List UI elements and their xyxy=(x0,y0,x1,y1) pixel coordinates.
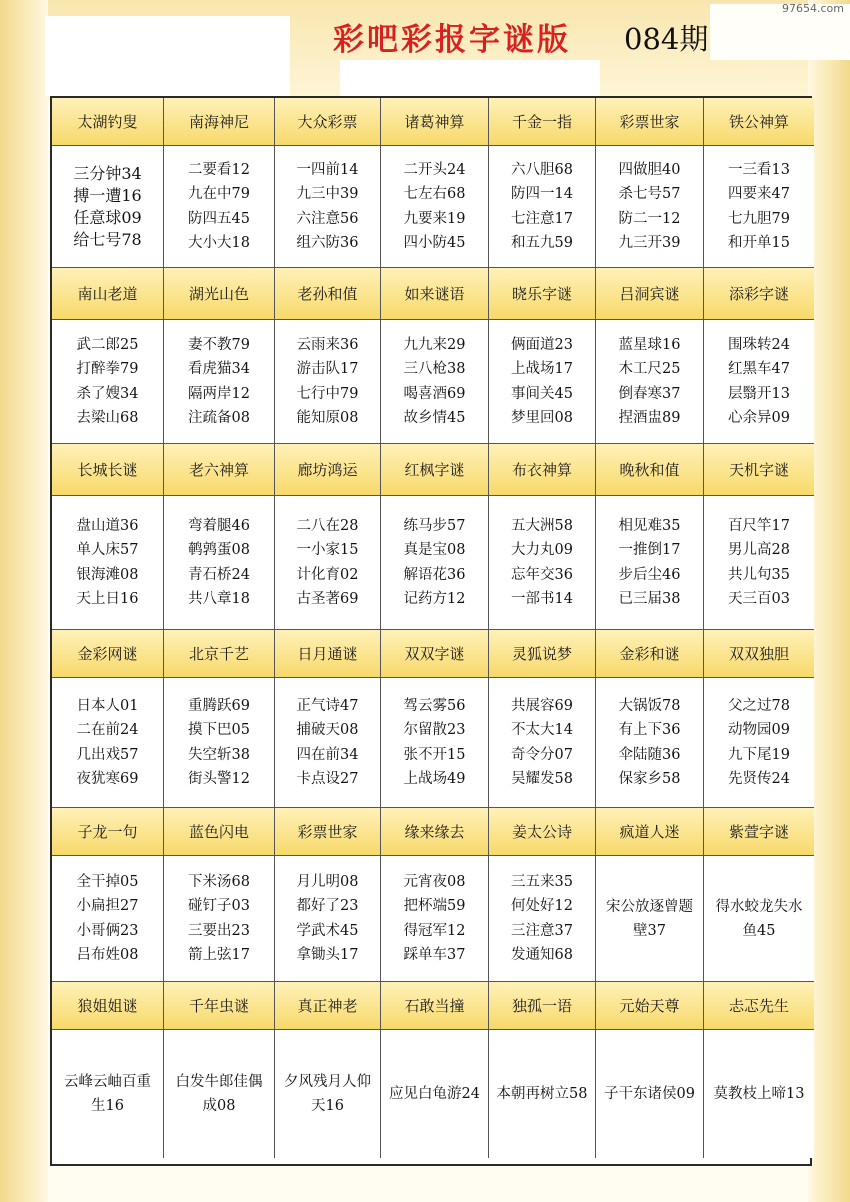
riddle-cell xyxy=(381,856,489,982)
riddle-lines xyxy=(511,333,573,431)
column-header: 彩票世家 xyxy=(596,98,704,146)
riddle-line: 奇令分07 xyxy=(511,746,573,763)
riddle-lines xyxy=(728,514,790,612)
riddle-lines xyxy=(619,158,681,256)
riddle-line: 驾云雾56 xyxy=(403,697,466,714)
riddle-cell xyxy=(275,320,381,444)
riddle-line: 弯着腿46 xyxy=(188,517,250,534)
riddle-cell xyxy=(596,678,704,808)
riddle-lines xyxy=(188,514,250,612)
column-header: 独孤一语 xyxy=(489,982,596,1030)
riddle-line: 九下尾19 xyxy=(728,746,790,763)
column-header: 双双字谜 xyxy=(381,630,489,678)
riddle-line: 步后尘46 xyxy=(618,566,681,583)
column-header: 元始天尊 xyxy=(596,982,704,1030)
riddle-line: 二要看12 xyxy=(188,161,250,178)
riddle-line: 天三百03 xyxy=(728,591,790,607)
riddle-lines xyxy=(77,333,139,431)
riddle-line: 注疏备08 xyxy=(188,410,250,426)
riddle-lines xyxy=(511,158,573,256)
riddle-cell xyxy=(704,320,814,444)
riddle-verse: 莫教枝上啼13 xyxy=(713,1086,805,1102)
issue-number: 084期 xyxy=(624,22,709,56)
riddle-line: 拿锄头17 xyxy=(296,947,359,963)
riddle-line: 妻不教79 xyxy=(188,336,250,353)
riddle-line: 张不开15 xyxy=(403,746,466,763)
riddle-lines xyxy=(188,870,250,968)
riddle-line: 九九来29 xyxy=(403,336,466,353)
riddle-cell xyxy=(381,146,489,268)
riddle-cell xyxy=(381,320,489,444)
riddle-line: 和五九59 xyxy=(511,235,573,251)
riddle-line: 九三开39 xyxy=(618,235,681,251)
column-header: 忐忑先生 xyxy=(704,982,814,1030)
riddle-lines xyxy=(619,333,681,431)
redaction-box-left xyxy=(45,16,290,96)
riddle-lines xyxy=(404,333,466,431)
riddle-line: 得冠军12 xyxy=(403,922,466,939)
riddle-line: 六注意56 xyxy=(296,210,359,227)
riddle-verse: 子干东诸侯09 xyxy=(604,1086,695,1102)
riddle-line: 父之过78 xyxy=(728,697,790,714)
riddle-lines xyxy=(728,333,790,431)
riddle-line: 事间关45 xyxy=(511,385,573,402)
riddle-line: 摸下巴05 xyxy=(188,722,250,738)
riddle-line: 倒春寒37 xyxy=(618,385,681,402)
riddle-line: 几出戏57 xyxy=(76,746,139,763)
riddle-line: 小扁担27 xyxy=(76,898,139,914)
riddle-cell xyxy=(489,1030,596,1158)
riddle-line: 先贤传24 xyxy=(728,771,790,787)
riddle-line: 俩面道23 xyxy=(511,336,573,353)
riddle-lines xyxy=(73,163,141,251)
riddle-cell xyxy=(381,1030,489,1158)
column-header: 彩票世家 xyxy=(275,808,381,856)
riddle-line: 能知原08 xyxy=(296,410,359,426)
riddle-lines xyxy=(77,514,139,612)
riddle-line: 九三中39 xyxy=(296,186,359,202)
riddle-lines xyxy=(188,694,250,792)
column-header: 老六神算 xyxy=(164,444,275,496)
riddle-line: 大力丸09 xyxy=(511,542,573,558)
riddle-lines xyxy=(297,694,359,792)
riddle-line: 青石桥24 xyxy=(188,566,250,583)
riddle-lines xyxy=(404,158,466,256)
column-header: 姜太公诗 xyxy=(489,808,596,856)
riddle-line: 鹌鹑蛋08 xyxy=(188,542,250,558)
riddle-line: 围珠转24 xyxy=(728,336,790,353)
riddle-line: 有上下36 xyxy=(618,722,681,738)
column-header: 千金一指 xyxy=(489,98,596,146)
page-background-right xyxy=(808,0,850,1202)
riddle-cell xyxy=(164,678,275,808)
riddle-line: 元宵夜08 xyxy=(403,873,466,890)
riddle-lines xyxy=(297,158,359,256)
column-header: 北京千艺 xyxy=(164,630,275,678)
riddle-line: 上战场17 xyxy=(511,361,573,377)
riddle-line: 尔留散23 xyxy=(403,722,466,738)
riddle-line: 七左右68 xyxy=(403,186,466,202)
riddle-cell xyxy=(164,1030,275,1158)
riddle-line: 共八章18 xyxy=(188,591,250,607)
riddle-cell xyxy=(52,678,164,808)
riddle-line: 组六防36 xyxy=(296,235,359,251)
riddle-line: 蓝星球16 xyxy=(618,336,681,353)
riddle-line: 隔两岸12 xyxy=(188,385,250,402)
riddle-line: 解语花36 xyxy=(403,566,466,583)
riddle-cell xyxy=(596,856,704,982)
riddle-line: 吕布姓08 xyxy=(76,947,139,963)
riddle-line: 男儿高28 xyxy=(728,542,790,558)
riddle-line: 上战场49 xyxy=(403,771,466,787)
riddle-line: 伞陆随36 xyxy=(618,746,681,763)
riddle-lines xyxy=(404,514,466,612)
riddle-line: 六八胆68 xyxy=(511,161,573,178)
column-header: 布衣神算 xyxy=(489,444,596,496)
riddle-cell xyxy=(275,856,381,982)
riddle-cell xyxy=(275,146,381,268)
riddle-lines xyxy=(77,870,139,968)
riddle-line: 和开单15 xyxy=(728,235,790,251)
riddle-line: 任意球09 xyxy=(73,207,142,227)
riddle-line: 杀了嫂34 xyxy=(76,385,139,402)
riddle-lines xyxy=(511,870,573,968)
column-header: 蓝色闪电 xyxy=(164,808,275,856)
riddle-cell xyxy=(275,496,381,630)
riddle-line: 捕破天08 xyxy=(296,722,359,738)
riddle-line: 二八在28 xyxy=(296,517,359,534)
riddle-line: 共展容69 xyxy=(511,697,573,714)
column-header: 金彩和谜 xyxy=(596,630,704,678)
riddle-cell xyxy=(52,146,164,268)
riddle-cell xyxy=(489,856,596,982)
column-header: 南山老道 xyxy=(52,268,164,320)
riddle-cell xyxy=(704,146,814,268)
riddle-lines xyxy=(619,514,681,612)
riddle-line: 正气诗47 xyxy=(296,697,359,714)
riddle-line: 古圣著69 xyxy=(296,591,359,607)
column-header: 红枫字谜 xyxy=(381,444,489,496)
riddle-line: 一四前14 xyxy=(296,161,359,178)
riddle-table xyxy=(50,96,812,1166)
riddle-line: 银海滩08 xyxy=(76,566,139,583)
riddle-line: 月儿明08 xyxy=(296,873,359,890)
riddle-line: 四要来47 xyxy=(728,186,790,202)
riddle-cell xyxy=(489,320,596,444)
riddle-line: 武二郎25 xyxy=(76,336,139,353)
riddle-verse: 得水蛟龙失水鱼45 xyxy=(715,898,803,939)
column-header: 石敢当撞 xyxy=(381,982,489,1030)
riddle-line: 防四五45 xyxy=(188,210,250,227)
riddle-line: 碰钉子03 xyxy=(188,898,250,914)
column-header: 疯道人迷 xyxy=(596,808,704,856)
riddle-line: 何处好12 xyxy=(511,898,573,914)
column-header: 千年虫谜 xyxy=(164,982,275,1030)
riddle-line: 打醉拳79 xyxy=(76,361,139,377)
riddle-line: 忘年交36 xyxy=(511,566,573,583)
column-header: 狼姐姐谜 xyxy=(52,982,164,1030)
riddle-cell xyxy=(164,856,275,982)
column-header: 添彩字谜 xyxy=(704,268,814,320)
column-header: 如来谜语 xyxy=(381,268,489,320)
riddle-line: 日本人01 xyxy=(76,697,139,714)
riddle-verse: 夕风残月人仰天16 xyxy=(284,1074,371,1114)
riddle-line: 吴耀发58 xyxy=(511,771,573,787)
riddle-cell xyxy=(164,320,275,444)
riddle-line: 三分钟34 xyxy=(73,163,142,183)
column-header: 灵狐说梦 xyxy=(489,630,596,678)
riddle-line: 都好了23 xyxy=(296,898,359,914)
riddle-line: 去梁山68 xyxy=(76,410,139,426)
riddle-line: 四做胆40 xyxy=(618,161,681,178)
riddle-line: 七注意17 xyxy=(511,210,573,227)
riddle-line: 下米汤68 xyxy=(188,873,250,890)
riddle-line: 七行中79 xyxy=(296,385,359,402)
riddle-cell xyxy=(489,496,596,630)
column-header: 缘来缘去 xyxy=(381,808,489,856)
riddle-cell xyxy=(275,1030,381,1158)
column-header: 诸葛神算 xyxy=(381,98,489,146)
riddle-line: 把杯端59 xyxy=(403,898,466,914)
riddle-verse: 云峰云岫百重生16 xyxy=(64,1074,151,1114)
column-header: 湖光山色 xyxy=(164,268,275,320)
riddle-cell xyxy=(704,856,814,982)
riddle-lines xyxy=(728,158,790,256)
riddle-line: 游击队17 xyxy=(296,361,359,377)
riddle-lines xyxy=(511,694,573,792)
riddle-line: 已三届38 xyxy=(618,591,681,607)
riddle-lines xyxy=(404,694,466,792)
riddle-line: 木工尺25 xyxy=(618,361,681,377)
riddle-line: 杀七号57 xyxy=(618,186,681,202)
riddle-line: 重腾跃69 xyxy=(188,697,250,714)
riddle-cell xyxy=(52,1030,164,1158)
column-header: 双双独胆 xyxy=(704,630,814,678)
riddle-line: 四小防45 xyxy=(403,235,466,251)
riddle-line: 单人床57 xyxy=(76,542,139,558)
riddle-line: 大锅饭78 xyxy=(618,697,681,714)
riddle-line: 记药方12 xyxy=(403,591,466,607)
riddle-line: 故乡情45 xyxy=(403,410,466,426)
riddle-line: 失空斩38 xyxy=(188,746,250,763)
riddle-line: 喝喜酒69 xyxy=(403,385,466,402)
riddle-line: 小哥俩23 xyxy=(76,922,139,939)
riddle-line: 卡点设27 xyxy=(296,771,359,787)
riddle-line: 三要出23 xyxy=(188,922,250,939)
riddle-lines xyxy=(77,694,139,792)
riddle-line: 天上日16 xyxy=(76,591,139,607)
riddle-line: 二开头24 xyxy=(403,161,466,178)
riddle-line: 层翳开13 xyxy=(728,385,790,402)
riddle-verse: 本朝再树立58 xyxy=(496,1086,588,1102)
column-header: 天机字谜 xyxy=(704,444,814,496)
column-header: 金彩网谜 xyxy=(52,630,164,678)
riddle-line: 防二一12 xyxy=(618,210,681,227)
riddle-line: 二在前24 xyxy=(76,722,139,738)
riddle-cell xyxy=(704,496,814,630)
riddle-line: 云雨来36 xyxy=(296,336,359,353)
riddle-line: 练马步57 xyxy=(403,517,466,534)
column-header: 紫萱字谜 xyxy=(704,808,814,856)
column-header: 日月通谜 xyxy=(275,630,381,678)
riddle-line: 学武术45 xyxy=(296,922,359,939)
riddle-line: 计化育02 xyxy=(296,566,359,583)
riddle-lines xyxy=(511,514,573,612)
column-header: 南海神尼 xyxy=(164,98,275,146)
riddle-line: 一小家15 xyxy=(296,542,359,558)
riddle-line: 红黑车47 xyxy=(728,361,790,377)
riddle-lines xyxy=(297,870,359,968)
column-header: 铁公神算 xyxy=(704,98,814,146)
riddle-cell xyxy=(704,1030,814,1158)
riddle-lines xyxy=(404,870,466,968)
riddle-cell xyxy=(489,678,596,808)
page-title: 彩吧彩报字谜版 xyxy=(333,22,571,58)
column-header: 老孙和值 xyxy=(275,268,381,320)
riddle-line: 一三看13 xyxy=(728,161,790,178)
riddle-lines xyxy=(188,333,250,431)
riddle-line: 七九胆79 xyxy=(728,210,790,227)
column-header: 廊坊鸿运 xyxy=(275,444,381,496)
riddle-lines xyxy=(619,694,681,792)
column-header: 长城长谜 xyxy=(52,444,164,496)
riddle-cell xyxy=(704,678,814,808)
riddle-line: 三注意37 xyxy=(511,922,573,939)
riddle-cell xyxy=(596,146,704,268)
riddle-line: 真是宝08 xyxy=(403,542,466,558)
riddle-line: 动物园09 xyxy=(728,722,790,738)
riddle-line: 四在前34 xyxy=(296,746,359,763)
riddle-line: 共儿句35 xyxy=(728,566,790,583)
riddle-line: 三五来35 xyxy=(511,873,573,890)
riddle-cell xyxy=(381,678,489,808)
riddle-line: 九要来19 xyxy=(403,210,466,227)
riddle-line: 一部书14 xyxy=(511,591,573,607)
riddle-line: 梦里回08 xyxy=(511,410,573,426)
riddle-line: 搏一遭16 xyxy=(73,185,142,205)
riddle-line: 防四一14 xyxy=(511,186,573,202)
riddle-line: 五大洲58 xyxy=(511,517,573,534)
riddle-cell xyxy=(164,496,275,630)
redaction-box-center xyxy=(340,60,600,96)
riddle-lines xyxy=(188,158,250,256)
riddle-line: 相见难35 xyxy=(618,517,681,534)
column-header: 子龙一句 xyxy=(52,808,164,856)
riddle-line: 夜犹寒69 xyxy=(76,771,139,787)
riddle-cell xyxy=(275,678,381,808)
column-header: 吕洞宾谜 xyxy=(596,268,704,320)
page-background-left xyxy=(0,0,48,1202)
column-header: 真正神老 xyxy=(275,982,381,1030)
riddle-lines xyxy=(297,514,359,612)
riddle-cell xyxy=(381,496,489,630)
column-header: 晚秋和值 xyxy=(596,444,704,496)
riddle-lines xyxy=(297,333,359,431)
riddle-cell xyxy=(52,856,164,982)
site-watermark: 97654.com xyxy=(782,2,844,15)
riddle-line: 三八枪38 xyxy=(403,361,466,377)
riddle-line: 九在中79 xyxy=(188,186,250,202)
column-header: 晓乐字谜 xyxy=(489,268,596,320)
riddle-line: 捏酒盅89 xyxy=(618,410,681,426)
column-header: 太湖钓叟 xyxy=(52,98,164,146)
riddle-line: 不太大14 xyxy=(511,722,573,738)
riddle-cell xyxy=(52,320,164,444)
riddle-line: 看虎猫34 xyxy=(188,361,250,377)
riddle-line: 百尺竿17 xyxy=(728,517,790,534)
riddle-cell xyxy=(52,496,164,630)
riddle-verse: 应见白龟游24 xyxy=(389,1086,480,1102)
riddle-lines xyxy=(728,694,790,792)
riddle-line: 箭上弦17 xyxy=(188,947,250,963)
riddle-cell xyxy=(596,1030,704,1158)
riddle-line: 全干掉05 xyxy=(76,873,139,890)
riddle-line: 发通知68 xyxy=(511,947,573,963)
riddle-line: 街头警12 xyxy=(188,771,250,787)
riddle-line: 保家乡58 xyxy=(618,771,681,787)
riddle-cell xyxy=(596,496,704,630)
riddle-verse: 白发牛郎佳偶成08 xyxy=(175,1074,263,1114)
column-header: 大众彩票 xyxy=(275,98,381,146)
riddle-line: 一推倒17 xyxy=(618,542,681,558)
riddle-line: 大小大18 xyxy=(188,235,250,251)
riddle-line: 盘山道36 xyxy=(76,517,139,534)
riddle-line: 给七号78 xyxy=(73,229,142,249)
riddle-verse: 宋公放逐曾题壁37 xyxy=(606,898,693,939)
riddle-cell xyxy=(164,146,275,268)
riddle-line: 心余异09 xyxy=(728,410,790,426)
riddle-line: 踩单车37 xyxy=(403,947,466,963)
riddle-cell xyxy=(489,146,596,268)
riddle-cell xyxy=(596,320,704,444)
